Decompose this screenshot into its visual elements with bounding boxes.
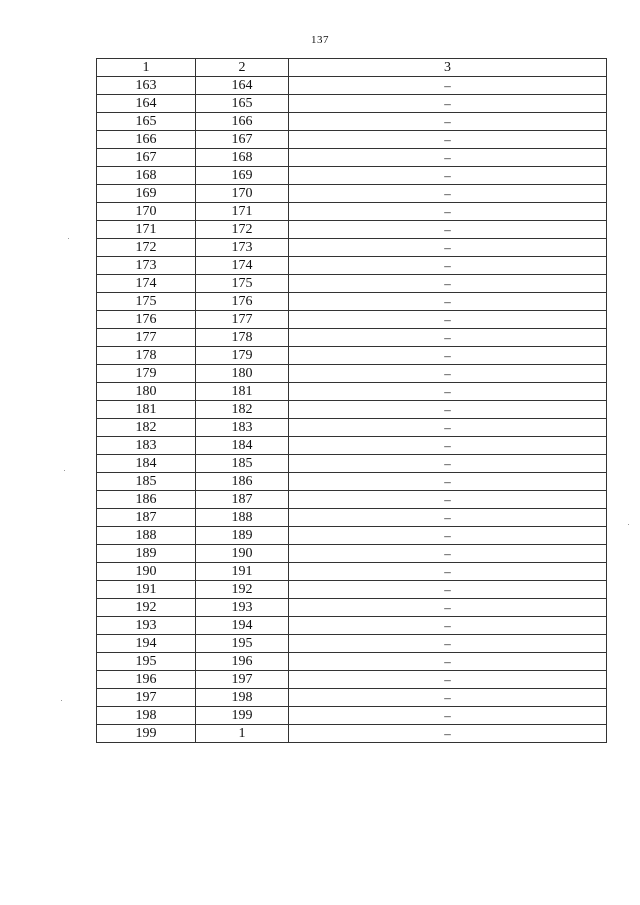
table-row [97,347,607,365]
table-cell-col-2: 1 [196,725,289,743]
table-cell-col-1: 198 [97,707,196,725]
table-cell-col-2: 194 [196,617,289,635]
table-row [97,419,607,437]
table-cell-col-3: – [289,437,607,455]
header-row [97,59,607,77]
table-cell-col-2: 170 [196,185,289,203]
scan-speck [61,700,62,701]
table-row [97,599,607,617]
table-cell-col-2: 186 [196,473,289,491]
table-row [97,545,607,563]
table-cell-col-2: 178 [196,329,289,347]
table-row [97,77,607,95]
table-cell-col-1: 184 [97,455,196,473]
table-row [97,671,607,689]
table-cell-col-2: 197 [196,671,289,689]
scan-speck [68,238,69,239]
table-cell-col-3: – [289,275,607,293]
table-row [97,383,607,401]
page-number: 137 [311,34,329,46]
table-row [97,185,607,203]
table-cell-col-1: 187 [97,509,196,527]
table-cell-col-2: 175 [196,275,289,293]
table-cell-col-2: 165 [196,95,289,113]
table-cell-col-3: – [289,473,607,491]
table-cell-col-1: 183 [97,437,196,455]
table-row [97,563,607,581]
table-cell-col-2: 166 [196,113,289,131]
table-cell-col-3: – [289,689,607,707]
table-header [97,59,607,77]
table-row [97,617,607,635]
table-cell-col-3: – [289,581,607,599]
table-cell-col-1: 172 [97,239,196,257]
table-cell-col-3: – [289,491,607,509]
table-cell-col-1: 164 [97,95,196,113]
table-cell-col-1: 199 [97,725,196,743]
table-cell-col-2: 184 [196,437,289,455]
table-cell-col-1: 182 [97,419,196,437]
table-cell-col-3: – [289,635,607,653]
table-cell-col-2: 198 [196,689,289,707]
table-cell-col-3: – [289,239,607,257]
table-cell-col-3: – [289,347,607,365]
table-row [97,149,607,167]
table-row [97,167,607,185]
table-cell-col-2: 179 [196,347,289,365]
column-header-3: 3 [289,59,607,77]
table-cell-col-2: 174 [196,257,289,275]
table-cell-col-1: 186 [97,491,196,509]
table-cell-col-1: 194 [97,635,196,653]
table-cell-col-1: 166 [97,131,196,149]
table-cell-col-1: 167 [97,149,196,167]
table-cell-col-2: 188 [196,509,289,527]
table-row [97,257,607,275]
table-cell-col-1: 179 [97,365,196,383]
table-row [97,473,607,491]
table-cell-col-1: 163 [97,77,196,95]
table-row [97,365,607,383]
table-row [97,293,607,311]
table-cell-col-3: – [289,653,607,671]
table-row [97,707,607,725]
table-row [97,491,607,509]
table-cell-col-3: – [289,419,607,437]
table-cell-col-2: 185 [196,455,289,473]
table-row [97,95,607,113]
table-row [97,437,607,455]
table-row [97,221,607,239]
table-cell-col-3: – [289,131,607,149]
table-cell-col-3: – [289,77,607,95]
table-cell-col-2: 189 [196,527,289,545]
table-cell-col-1: 169 [97,185,196,203]
table-cell-col-1: 196 [97,671,196,689]
table-cell-col-2: 187 [196,491,289,509]
table-cell-col-3: – [289,401,607,419]
table-cell-col-2: 199 [196,707,289,725]
table-cell-col-3: – [289,167,607,185]
table-cell-col-2: 182 [196,401,289,419]
table-cell-col-1: 192 [97,599,196,617]
table-cell-col-3: – [289,725,607,743]
table-row [97,203,607,221]
table-row [97,275,607,293]
table-cell-col-2: 168 [196,149,289,167]
scan-speck [628,524,629,525]
table-cell-col-3: – [289,95,607,113]
table-cell-col-1: 189 [97,545,196,563]
table-cell-col-1: 195 [97,653,196,671]
table-row [97,689,607,707]
table-cell-col-1: 180 [97,383,196,401]
table-row [97,527,607,545]
data-table [96,58,607,743]
table-row [97,239,607,257]
table-cell-col-2: 196 [196,653,289,671]
table-cell-col-3: – [289,563,607,581]
table-row [97,635,607,653]
table-row [97,329,607,347]
table-cell-col-3: – [289,599,607,617]
table-cell-col-2: 191 [196,563,289,581]
table-cell-col-2: 193 [196,599,289,617]
table-cell-col-1: 170 [97,203,196,221]
table-cell-col-3: – [289,185,607,203]
table-cell-col-1: 178 [97,347,196,365]
table-cell-col-2: 195 [196,635,289,653]
table-cell-col-2: 183 [196,419,289,437]
table-cell-col-3: – [289,293,607,311]
table-cell-col-3: – [289,509,607,527]
table-cell-col-1: 185 [97,473,196,491]
table-cell-col-2: 173 [196,239,289,257]
table-cell-col-2: 180 [196,365,289,383]
table-cell-col-1: 176 [97,311,196,329]
column-header-1: 1 [97,59,196,77]
table-cell-col-1: 193 [97,617,196,635]
table-row [97,581,607,599]
table-cell-col-1: 165 [97,113,196,131]
table-cell-col-2: 176 [196,293,289,311]
table-cell-col-2: 171 [196,203,289,221]
table-row [97,113,607,131]
table-row [97,725,607,743]
table-row [97,401,607,419]
table-cell-col-3: – [289,113,607,131]
table-cell-col-3: – [289,671,607,689]
table-cell-col-1: 197 [97,689,196,707]
table-cell-col-1: 171 [97,221,196,239]
table-cell-col-2: 167 [196,131,289,149]
table-cell-col-3: – [289,329,607,347]
table-cell-col-1: 191 [97,581,196,599]
table-cell-col-1: 188 [97,527,196,545]
table-row [97,509,607,527]
table-cell-col-3: – [289,545,607,563]
table-cell-col-3: – [289,221,607,239]
table-cell-col-3: – [289,203,607,221]
table-cell-col-3: – [289,149,607,167]
table-cell-col-2: 164 [196,77,289,95]
table-cell-col-3: – [289,527,607,545]
table-cell-col-1: 181 [97,401,196,419]
table-cell-col-3: – [289,617,607,635]
table-cell-col-3: – [289,383,607,401]
column-header-2: 2 [196,59,289,77]
table-cell-col-3: – [289,257,607,275]
table-cell-col-1: 168 [97,167,196,185]
table-body [97,77,607,743]
table-cell-col-2: 190 [196,545,289,563]
table-cell-col-1: 175 [97,293,196,311]
scan-speck [64,470,65,471]
table-cell-col-3: – [289,455,607,473]
table-cell-col-1: 173 [97,257,196,275]
table-cell-col-1: 177 [97,329,196,347]
table-cell-col-3: – [289,311,607,329]
table-cell-col-2: 169 [196,167,289,185]
table-row [97,653,607,671]
table-cell-col-1: 174 [97,275,196,293]
table-row [97,131,607,149]
table-cell-col-2: 181 [196,383,289,401]
table-cell-col-2: 172 [196,221,289,239]
table-cell-col-1: 190 [97,563,196,581]
table-cell-col-2: 177 [196,311,289,329]
table-row [97,455,607,473]
table-cell-col-3: – [289,707,607,725]
table-cell-col-2: 192 [196,581,289,599]
table-cell-col-3: – [289,365,607,383]
table-row [97,311,607,329]
